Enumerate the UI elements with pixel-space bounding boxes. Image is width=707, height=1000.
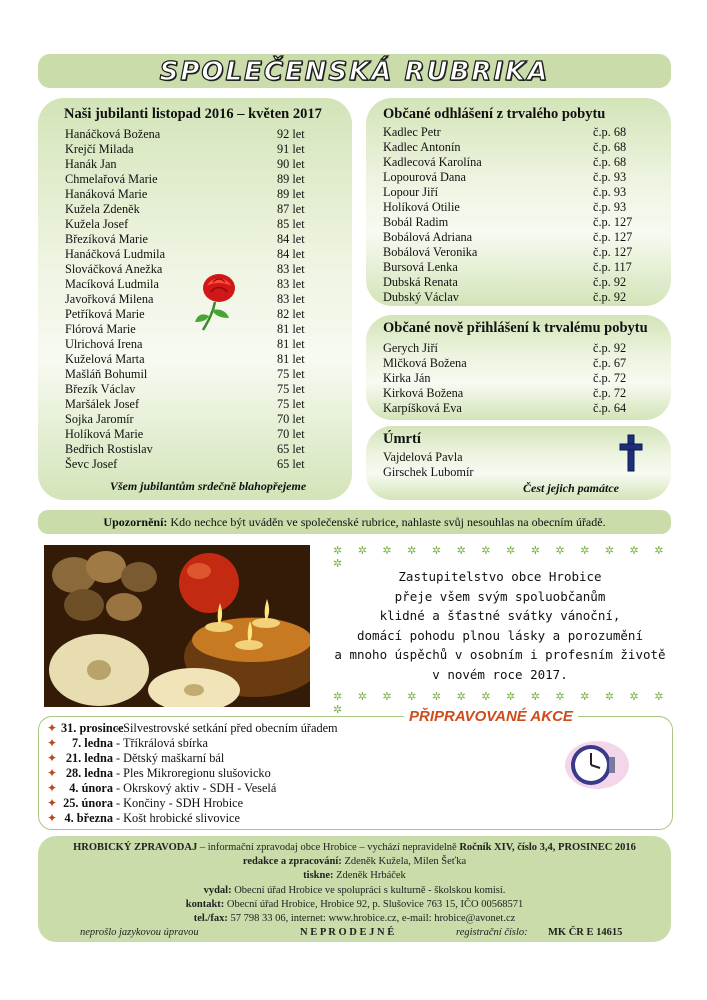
event-text: - Tříkrálová sbírka	[116, 736, 208, 750]
row-value: 65 let	[277, 457, 305, 471]
page-title: SPOLEČENSKÁ RUBRIKA	[159, 57, 550, 87]
deregistered-heading: Občané odhlášení z trvalého pobytu	[383, 106, 606, 122]
footer-text: Obecní úřad Hrobice, Hrobice 92, p. Slušovice 763 15, IČO 00568571	[224, 898, 524, 910]
rose-icon	[193, 268, 245, 334]
footer-text: Zdeněk Kužela, Milen Šeťka	[341, 856, 467, 868]
greeting-line: a mnoho úspěchů v osobním i profesním životě	[334, 647, 666, 662]
event-date: 28. ledna	[65, 766, 113, 780]
row-name: Maršálek Josef	[65, 397, 140, 411]
table-row	[65, 247, 305, 262]
table-row	[65, 427, 305, 442]
footer-reg-label: registrační číslo:	[456, 927, 528, 939]
registered-panel	[366, 315, 671, 420]
events-title: PŘIPRAVOVANÉ AKCE	[404, 708, 578, 725]
row-name: Bursová Lenka	[383, 260, 458, 274]
deaths-note: Čest jejich památce	[523, 481, 619, 495]
event-row	[47, 736, 338, 751]
footer-reg-number: MK ČR E 14615	[548, 927, 623, 939]
row-value: č.p. 64	[593, 401, 627, 415]
row-value: č.p. 92	[593, 290, 627, 304]
deaths-heading: Úmrtí	[383, 431, 421, 447]
table-row	[383, 260, 632, 275]
notice-text: Kdo nechce být uváděn ve společenské rubrice, nahlaste svůj nesouhlas na obecním úřadě.	[170, 515, 606, 529]
row-name: Kuželа Zdeněk	[65, 202, 140, 216]
row-name: Hanák Jan	[65, 157, 117, 171]
notice-bar	[38, 510, 671, 534]
stars-top: ✲ ✲ ✲ ✲ ✲ ✲ ✲ ✲ ✲ ✲ ✲ ✲ ✲ ✲ ✲	[333, 544, 670, 570]
event-row	[47, 781, 338, 796]
table-row	[65, 457, 305, 472]
row-value: 92 let	[277, 127, 305, 141]
row-value: 75 let	[277, 397, 305, 411]
table-row	[65, 352, 305, 367]
table-row	[383, 290, 632, 305]
row-name: Chmelařová Marie	[65, 172, 158, 186]
footer-not-for-sale: N E P R O D E J N É	[300, 927, 395, 939]
table-row	[383, 386, 626, 401]
event-text: - Dětský maškarní bál	[116, 751, 225, 765]
row-value: 81 let	[277, 352, 305, 366]
table-row	[65, 127, 305, 142]
footer-line-7	[38, 926, 671, 941]
table-row	[383, 215, 632, 230]
table-row	[65, 412, 305, 427]
row-value: č.p. 117	[593, 260, 632, 274]
row-name: Kirka Ján	[383, 371, 431, 385]
row-value: č.p. 127	[593, 230, 633, 244]
table-row	[65, 157, 305, 172]
greeting-line: přeje všem svým spoluobčanům	[394, 588, 606, 604]
row-value: č.p. 127	[593, 245, 633, 259]
row-value: 83 let	[277, 292, 305, 306]
row-name: Kadlec Petr	[383, 125, 441, 139]
row-value: 82 let	[277, 307, 305, 321]
registered-list	[383, 341, 626, 416]
row-name: Bobál Radim	[383, 215, 449, 229]
row-value: č.p. 93	[593, 185, 627, 199]
clock-icon	[561, 739, 631, 791]
row-name: Petříková Marie	[65, 307, 145, 321]
row-name: Flórová Marie	[65, 322, 136, 336]
table-row	[65, 322, 305, 337]
row-name: Dubský Václav	[383, 290, 459, 304]
row-value: č.p. 68	[593, 140, 627, 154]
footer-line-1	[38, 841, 671, 855]
stars-bottom: ✲ ✲ ✲ ✲ ✲ ✲ ✲ ✲ ✲ ✲ ✲ ✲ ✲ ✲ ✲	[333, 690, 670, 716]
footer-line-6	[38, 912, 671, 926]
row-name: Lopour Jiří	[383, 185, 438, 199]
row-name: Bobálová Adriana	[383, 230, 473, 244]
bullet-icon: ✦	[47, 811, 58, 825]
footer-label: kontakt:	[185, 898, 225, 910]
footer-text: Zdeněk Hrbáček	[333, 870, 406, 882]
event-text: - Okrskový aktiv - SDH - Veselá	[116, 781, 277, 795]
greeting-line: Zastupitelstvo obce Hrobice	[398, 569, 602, 584]
row-value: 83 let	[277, 262, 305, 276]
table-row	[65, 217, 305, 232]
row-name: Mašláň Bohumil	[65, 367, 148, 381]
event-row	[47, 796, 338, 811]
table-row	[383, 170, 632, 185]
bullet-icon: ✦	[47, 766, 58, 780]
row-name: Březíková Marie	[65, 232, 148, 246]
footer-language-note: neprošlo jazykovou úpravou	[80, 927, 199, 939]
table-row	[65, 187, 305, 202]
deregistered-panel	[366, 98, 671, 306]
row-name: Mlčková Božena	[383, 356, 467, 370]
row-name: Gerych Jiří	[383, 341, 438, 355]
row-name: Březík Václav	[65, 382, 136, 396]
event-date: 31. prosince	[61, 721, 124, 735]
footer-label: tiskne:	[303, 870, 334, 882]
table-row	[383, 401, 626, 416]
deregistered-list	[383, 125, 632, 305]
event-text: - Končiny - SDH Hrobice	[116, 796, 244, 810]
row-name: Lopourová Dana	[383, 170, 466, 184]
table-row	[65, 292, 305, 307]
event-text: - Košt hrobické slivovice	[116, 811, 240, 825]
jubilants-note: Všem jubilantům srdečně blahopřejeme	[109, 479, 307, 493]
event-date: 4. února	[69, 781, 113, 795]
row-name: Holíková Otilie	[383, 200, 460, 214]
death-entry: Vajdelová Pavla	[383, 450, 463, 464]
footer-publication: HROBICKÝ ZPRAVODAJ	[73, 842, 198, 853]
row-value: č.p. 127	[593, 215, 633, 229]
events-list	[47, 721, 338, 826]
row-name: Dubská Renata	[383, 275, 458, 289]
table-row	[65, 367, 305, 382]
table-row	[383, 230, 632, 245]
row-name: Javořková Milena	[65, 292, 154, 306]
row-value: 83 let	[277, 277, 305, 291]
bullet-icon: ✦	[47, 751, 58, 765]
table-row	[65, 307, 305, 322]
death-entry: Girschek Lubomír	[383, 465, 474, 479]
row-value: 75 let	[277, 382, 305, 396]
cross-icon	[618, 434, 644, 472]
bullet-icon: ✦	[47, 721, 58, 735]
row-name: Kužela Josef	[65, 217, 129, 231]
row-value: č.p. 68	[593, 155, 627, 169]
row-value: č.p. 92	[593, 275, 627, 289]
table-row	[65, 262, 305, 277]
notice-label: Upozornění:	[103, 515, 168, 529]
table-row	[383, 245, 632, 260]
table-row	[65, 232, 305, 247]
greeting-text	[330, 567, 670, 684]
row-value: 84 let	[277, 232, 305, 246]
event-row	[47, 811, 338, 826]
event-date: 25. února	[63, 796, 113, 810]
row-name: Hanáková Marie	[65, 187, 148, 201]
row-value: 89 let	[277, 172, 305, 186]
row-value: č.p. 67	[593, 356, 627, 370]
row-name: Hanáčková Ludmila	[65, 247, 166, 261]
row-name: Karpíšková Eva	[383, 401, 462, 415]
row-name: Bobálová Veronika	[383, 245, 478, 259]
row-name: Bedřich Rostislav	[65, 442, 153, 456]
jubilants-list	[65, 127, 305, 472]
footer-box	[38, 836, 671, 942]
jubilants-heading: Naši jubilanti listopad 2016 – květen 2017	[64, 106, 322, 122]
row-name: Slováčková Anežka	[65, 262, 163, 276]
event-text: - Ples Mikroregionu slušovicko	[116, 766, 271, 780]
row-value: 65 let	[277, 442, 305, 456]
greeting-line: klidné a šťastné svátky vánoční,	[379, 608, 621, 623]
bullet-icon: ✦	[47, 736, 58, 750]
bullet-icon: ✦	[47, 796, 58, 810]
footer-line-3	[38, 869, 671, 883]
row-value: č.p. 72	[593, 386, 627, 400]
row-name: Macíková Ludmila	[65, 277, 159, 291]
row-name: Sojka Jaromír	[65, 412, 134, 426]
table-row	[383, 140, 632, 155]
event-text: - Silvestrovské setkání před obecním úřadem	[116, 721, 338, 735]
table-row	[65, 202, 305, 217]
row-value: 70 let	[277, 412, 305, 426]
table-row	[65, 172, 305, 187]
row-value: č.p. 68	[593, 125, 627, 139]
jubilants-panel	[38, 98, 352, 500]
deaths-panel	[366, 426, 671, 500]
row-name: Kuželová Marta	[65, 352, 145, 366]
table-row	[383, 341, 626, 356]
footer-text: 57 798 33 06, internet: www.hrobice.cz, e-mail: hrobice@avonet.cz	[227, 913, 516, 925]
table-row	[383, 371, 626, 386]
row-value: č.p. 93	[593, 200, 627, 214]
table-row	[65, 397, 305, 412]
table-row	[383, 356, 626, 371]
event-date: 7. ledna	[72, 736, 113, 750]
row-value: 81 let	[277, 322, 305, 336]
table-row	[383, 200, 632, 215]
greeting-line: domácí pohodu plnou lásky a porozumění	[357, 627, 643, 643]
row-value: 91 let	[277, 142, 305, 156]
event-row	[47, 751, 338, 766]
row-value: 87 let	[277, 202, 305, 216]
row-value: 84 let	[277, 247, 305, 261]
footer-line-4	[38, 884, 671, 898]
row-name: Ševc Josef	[65, 457, 118, 471]
bullet-icon: ✦	[47, 781, 58, 795]
row-value: 70 let	[277, 427, 305, 441]
footer-line-2	[38, 855, 671, 869]
row-name: Krejčí Milada	[65, 142, 134, 156]
row-value: č.p. 92	[593, 341, 627, 355]
footer-label: vydal:	[203, 884, 232, 896]
event-date: 21. ledna	[65, 751, 113, 765]
row-value: 81 let	[277, 337, 305, 351]
row-value: 89 let	[277, 187, 305, 201]
row-name: Kadlec Antonín	[383, 140, 461, 154]
row-name: Ulrichová Irena	[65, 337, 143, 351]
event-row	[47, 721, 338, 736]
table-row	[65, 442, 305, 457]
row-value: č.p. 72	[593, 371, 627, 385]
row-name: Hanáčková Božena	[65, 127, 161, 141]
table-row	[65, 142, 305, 157]
greeting-line: v novém roce 2017.	[432, 666, 568, 682]
christmas-candles-image	[44, 545, 310, 707]
footer-text: – informační zpravodaj obce Hrobice – vychází nepravidelně	[197, 842, 460, 853]
row-name: Kadlecová Karolína	[383, 155, 482, 169]
row-value: 85 let	[277, 217, 305, 231]
row-name: Kirková Božena	[383, 386, 464, 400]
footer-label: redakce a zpracování:	[242, 856, 342, 868]
registered-heading: Občané nově přihlášení k trvalému pobytu	[383, 320, 648, 336]
footer-line-5	[38, 898, 671, 912]
footer-label: tel./fax:	[193, 913, 228, 925]
event-row	[47, 766, 338, 781]
table-row	[383, 125, 632, 140]
title-bar	[38, 54, 671, 88]
row-name: Holíková Marie	[65, 427, 144, 441]
table-row	[383, 155, 632, 170]
row-value: 90 let	[277, 157, 305, 171]
table-row	[65, 337, 305, 352]
table-row	[383, 275, 632, 290]
table-row	[65, 382, 305, 397]
row-value: 75 let	[277, 367, 305, 381]
event-date: 4. března	[64, 811, 113, 825]
events-box	[38, 708, 673, 830]
footer-issue: Ročník XIV, číslo 3,4, PROSINEC 2016	[459, 842, 636, 853]
footer-text: Obecní úřad Hrobice ve spolupráci s kulturně - školskou komisí.	[231, 884, 506, 896]
table-row	[383, 185, 632, 200]
table-row	[65, 277, 305, 292]
row-value: č.p. 93	[593, 170, 627, 184]
